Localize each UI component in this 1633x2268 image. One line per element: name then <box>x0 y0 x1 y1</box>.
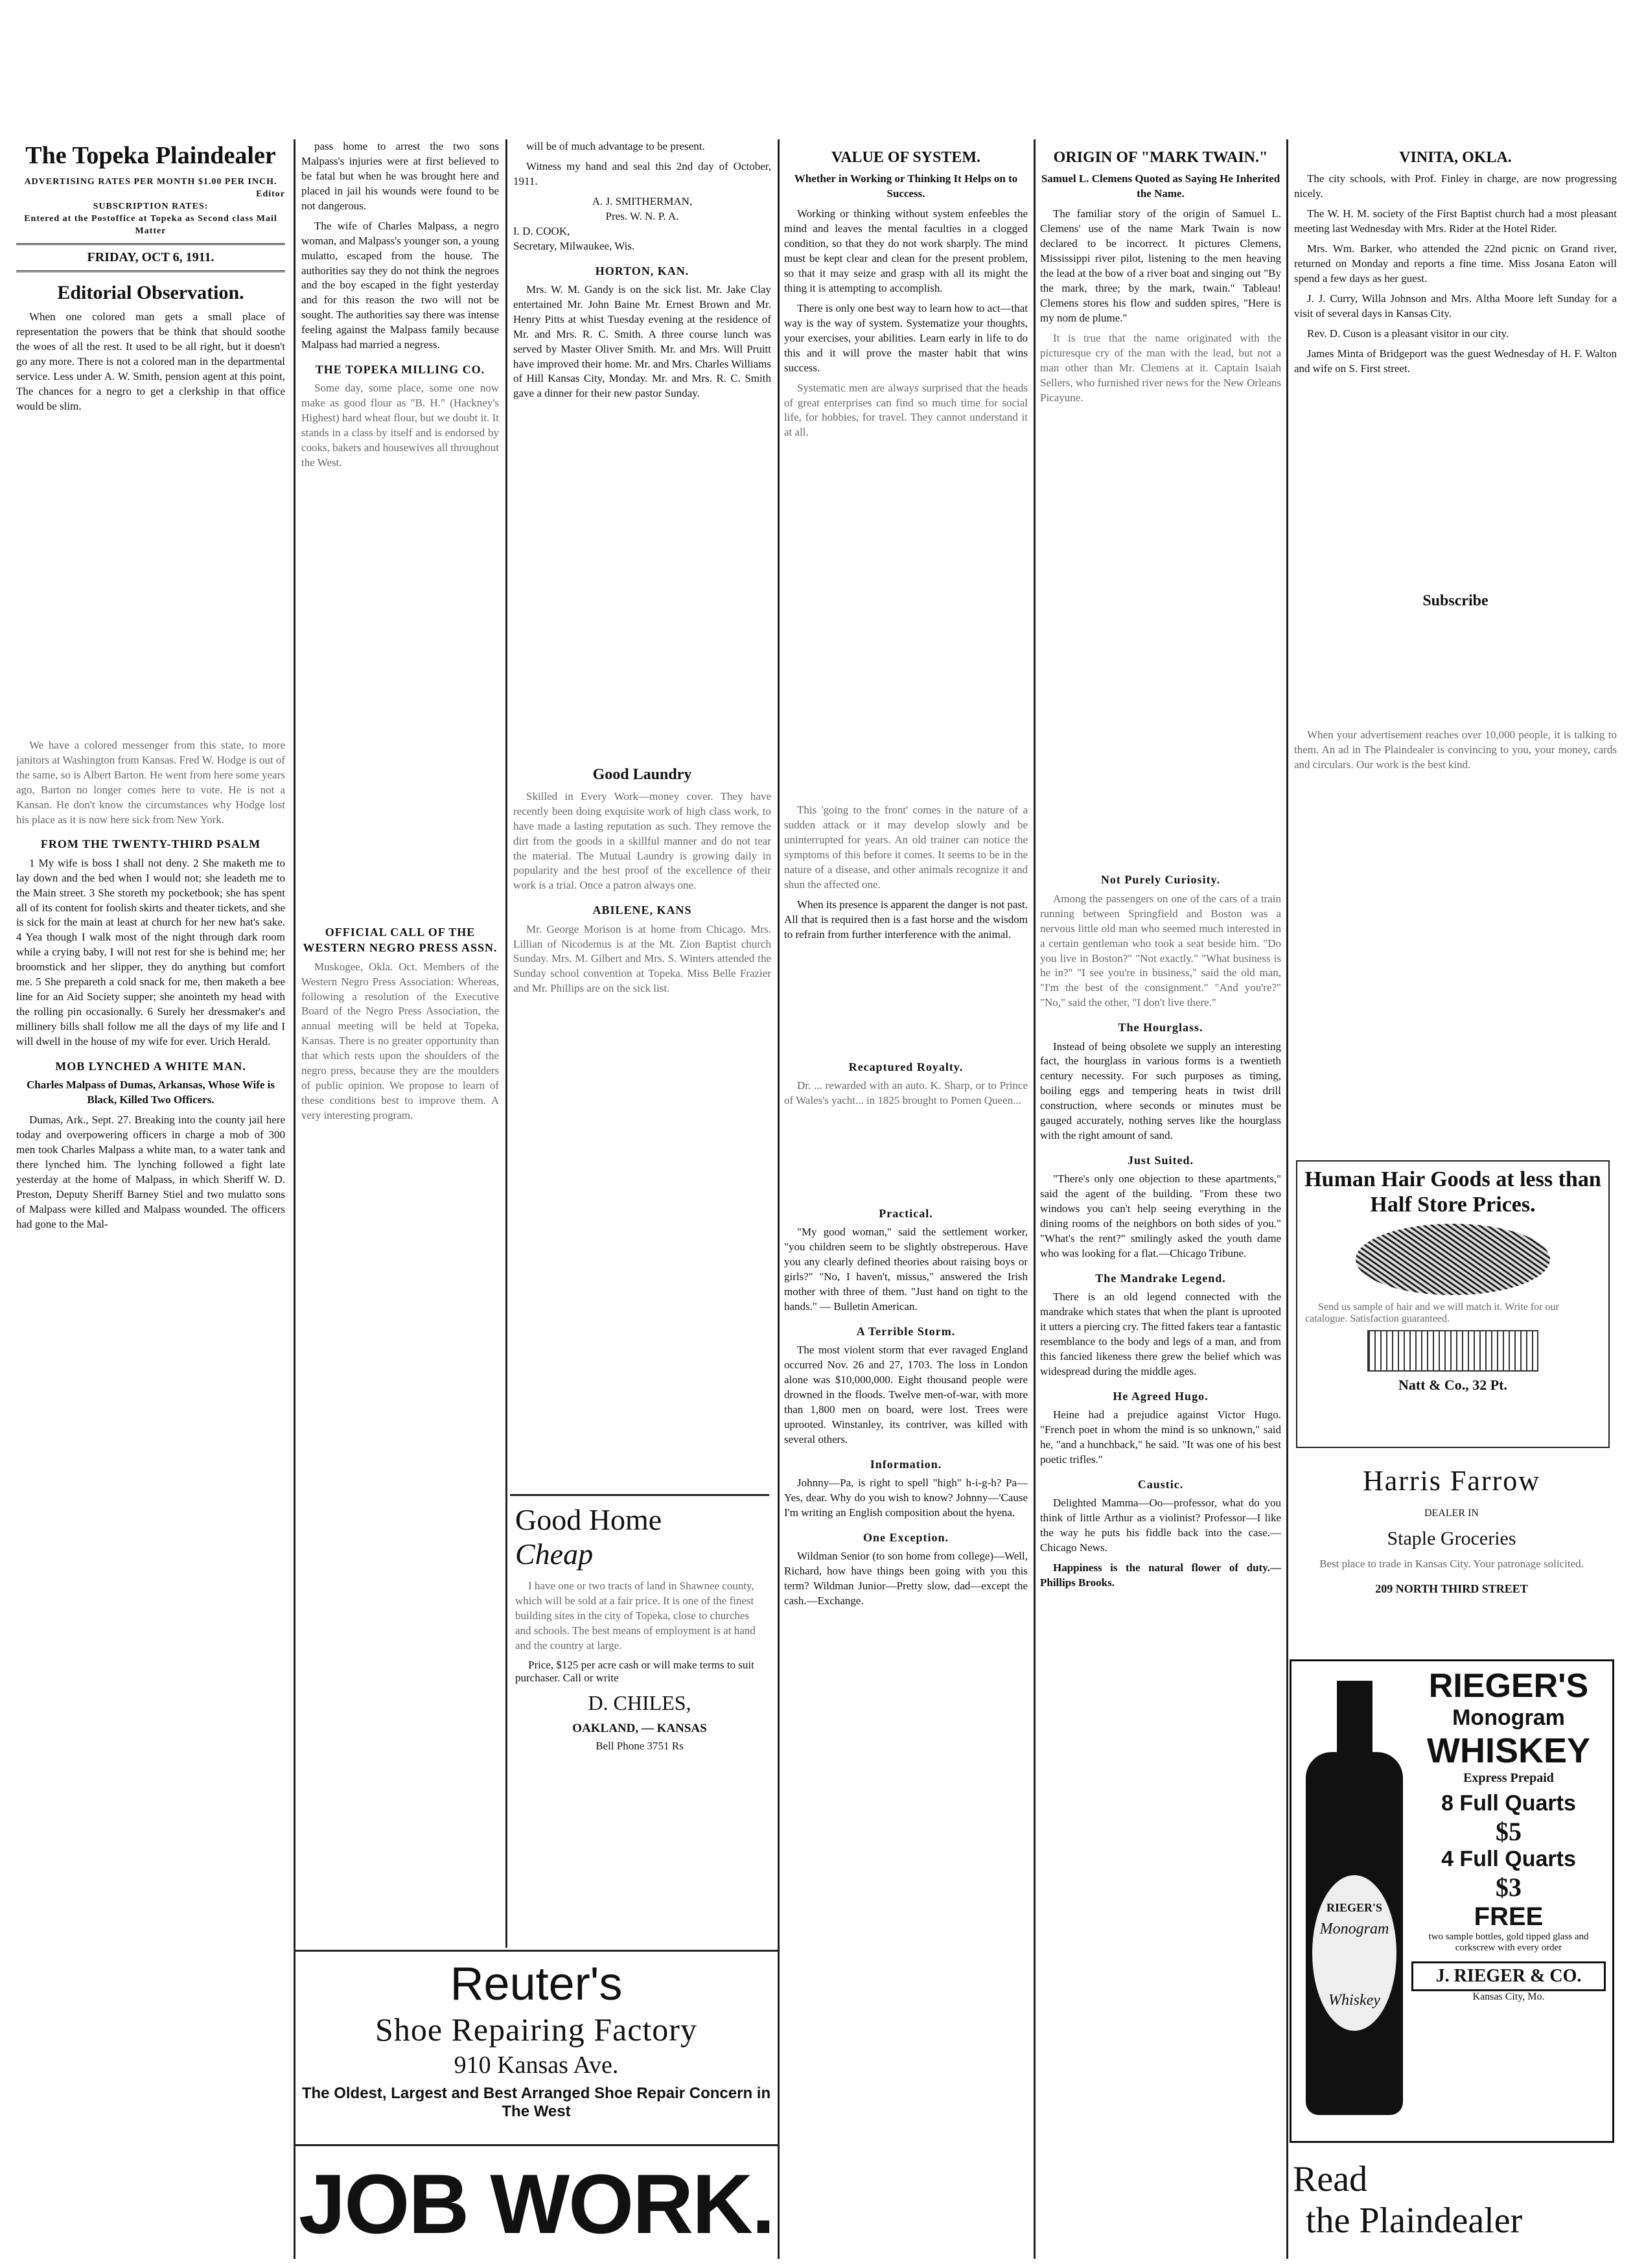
mob-text: Dumas, Ark., Sept. 27. Breaking into the county jail here today and overpowering officers in charge a mob of 300 men took Charles Malpass a white man, to a water tank and there lynched him. The lynching followed a fight late yesterday at the home of Malpass, in which Sheriff W. D. Preston, Deputy Sheriff Barney Stiel and two mulatto sons of Malpass were killed and Malpass wounded. The officers had gone to the Mal- <box>16 1114 285 1230</box>
reuter-address: 910 Kansas Ave. <box>454 2052 619 2079</box>
rieger-whiskey-ad <box>1290 1659 1614 2143</box>
reuter-title: Shoe Repairing Factory <box>375 2011 697 2048</box>
hugo-text: Heine had a prejudice against Victor Hugo. "French poet in whom the mind is so unknown," said he, "and a hunchback," he said. "It was one of his best poetic trifles." <box>1040 1409 1281 1466</box>
article-paragraph: James Minta of Bridgeport was the guest Wednesday of H. F. Walton and wife on S. First street. <box>1294 347 1617 375</box>
rieger-free-text: two sample bottles, gold tipped glass and corkscrew with every order <box>1428 1932 1589 1953</box>
bottle-neck <box>1337 1681 1372 1765</box>
ad-rule <box>295 2144 778 2146</box>
column-rule <box>1286 139 1288 2259</box>
subscribe-text: When your advertisement reaches over 10,000 people, it is talking to them. An ad in The Plaindealer is convincing to you, your money, cards and circulars. Our work is the best kind. <box>1294 729 1617 771</box>
rieger-8-price: $5 <box>1496 1817 1522 1846</box>
harris-goods: Staple Groceries <box>1387 1527 1516 1549</box>
bottle-label-1: RIEGER'S <box>1326 1901 1383 1914</box>
rieger-4-price: $3 <box>1496 1873 1522 1902</box>
masthead-title: The Topeka Plaindealer <box>25 142 276 169</box>
hourglass-text: Instead of being obsolete we supply an interesting fact, the hourglass in various forms is a twentieth century necessity. For such purposes as timing, boiling eggs and tempering heats in twist drill construction, where seconds or minutes must be gauged accurately, nothing serves like the hourglass with the right amount of sand. <box>1040 1040 1281 1142</box>
caustic-heading: Caustic. <box>1137 1478 1184 1491</box>
advertising-rates: ADVERTISING RATES PER MONTH $1.00 PER INCH. <box>24 177 277 187</box>
hair-box-image <box>1367 1330 1538 1372</box>
milling-text: Some day, some place, some one now make as good flour as "B. H." (Hackney's Highest) hard wheat flour, but we doubt it. It stands in a class by itself and is endorsed by cooks, bakers and housewives all throughout the West. <box>301 382 499 469</box>
rieger-8-quarts: 8 Full Quarts <box>1441 1791 1576 1816</box>
article-paragraph: There is only one best way to learn how to act—that way is the way of system. Systematize your thoughts, your exercises, your abilities. Learn early in life to do this and it will prove the master habit that wins success. <box>784 301 1028 374</box>
subscription-heading: SUBSCRIPTION RATES: <box>93 202 209 212</box>
read-plaindealer-ad <box>1293 2158 1614 2262</box>
signature-name: A. J. SMITHERMAN, <box>592 194 693 207</box>
ad-rule <box>295 1950 778 1952</box>
ad-price: Price, $125 per acre cash or will make terms to suit purchaser. Call or write <box>515 1658 754 1684</box>
exception-heading: One Exception. <box>863 1530 949 1544</box>
storm-text: The most violent storm that ever ravaged England occurred Nov. 26 and 27, 1703. The loss in London alone was $10,000,000. Eight thousand people were drowned in the floods. Twelve men-of-war, with more than 1,800 men on board, were lost. Trees were uprooted. Winstanley, its contriver, was killed with several others. <box>784 1344 1028 1445</box>
hair-ad-body: Send us sample of hair and we will match it. Write for our catalogue. Satisfaction guaranteed. <box>1305 1302 1559 1325</box>
article-paragraph: Working or thinking without system enfeebles the mind and leaves the mental faculties in a clogged condition, so that they do not work sharply. The mind must be kept clear and clean for the present problem, so that it may seize and grasp with all its might the thing it is attempting to accomplish. <box>784 207 1028 294</box>
suited-text: "There's only one objection to these apartments," said the agent of the building. "From these two windows you can't help seeing everything in the dining rooms of the neighbors on both sides of you." "What's the rent?" smilingly asked the youth dame who was looking for a flat.—Chicago Tribune. <box>1040 1173 1281 1260</box>
system-subheading: Whether in Working or Thinking It Helps on to Success. <box>794 172 1018 200</box>
hair-goods-ad <box>1296 1160 1610 1448</box>
press-call-text: Muskogee, Okla. Oct. Members of the Western Negro Press Association: Whereas, following a resolution of the Executive Board of the Negro Press Association, the annual meeting will be held at Topeka, Kansas. There is no greater opportunity than that which rests upon the shoulders of the negro press, because they are the moulders of public opinion. We propose to learn of these conditions best to improve them. A very interesting program. <box>301 960 499 1122</box>
column-rule <box>505 139 507 1948</box>
column-6 <box>1294 139 1617 1202</box>
article-paragraph: Mrs. Wm. Barker, who attended the 22nd picnic on Grand river, returned on Monday and reports a fine time. Miss Josana Eaton will spend a few days as her guest. <box>1294 242 1617 285</box>
article-paragraph: Systematic men are always surprised that the heads of great enterprises can find so much time for social life, for hobbies, for travel. They cannot understand it at all. <box>784 381 1028 439</box>
editorial-heading: Editorial Observation. <box>57 281 244 303</box>
article-paragraph: When its presence is apparent the danger is not past. All that is required then is a fast horse and the wisdom to refrain from further interference with the animal. <box>784 898 1028 941</box>
system-heading: VALUE OF SYSTEM. <box>831 149 981 166</box>
abilene-heading: ABILENE, KANS <box>592 904 692 917</box>
psalm-heading: FROM THE TWENTY-THIRD PSALM <box>40 837 261 851</box>
ad-name: D. CHILES, <box>588 1690 691 1714</box>
rieger-monogram: Monogram <box>1452 1705 1565 1730</box>
ad-city: OAKLAND, — KANSAS <box>572 1721 707 1735</box>
information-heading: Information. <box>870 1457 942 1471</box>
rieger-free: FREE <box>1474 1902 1544 1931</box>
psalm-text: 1 My wife is boss I shall not deny. 2 She maketh me to lay down and the bed when I would not; she leadeth me to the Main street. 3 She storeth my pocketbook; she has spent all of its content for foolish skirts and theater tickets, and she is sick for the main at least at church for her new hat's sake. 4 Yea though I walk most of the night through dark room while a crying baby, I will not rest for she is behind me; her broomstick and her slipper, they do anything but comfort me. 5 She prepareth a cold snack for me, then maketh a bee line for an Aid Society supper; she anointeth my head with the rolling pin occasionally. 6 Surely her dressmaker's and millinery bills shall follow me all the days of my life and I will dwell in the house of my wife for ever. Urich Herald. <box>16 856 285 1047</box>
laundry-heading: Good Laundry <box>592 766 692 784</box>
royalty-heading: Recaptured Royalty. <box>848 1060 964 1073</box>
hair-switch-image <box>1356 1224 1550 1295</box>
suited-heading: Just Suited. <box>1127 1154 1194 1167</box>
mandrake-text: There is an old legend connected with the mandrake which states that when the plant is uprooted it utters a piercing cry. The fitted fakers tear a fantastic resemblance to the body and legs of a man, and from this fancied likeness there grew the belief which was widespread during the middle ages. <box>1040 1291 1281 1378</box>
ad-phone: Bell Phone 3751 Rs <box>596 1739 684 1752</box>
read-paper: the Plaindealer <box>1306 2201 1523 2241</box>
vinita-heading: VINITA, OKLA. <box>1399 149 1512 166</box>
article-paragraph: J. J. Curry, Willa Johnson and Mrs. Altha Moore left Sunday for a visit of several days in Kansas City. <box>1294 292 1617 320</box>
rieger-city: Kansas City, Mo. <box>1472 1991 1545 2002</box>
reuter-tagline: The Oldest, Largest and Best Arranged Shoe Repair Concern in The West <box>301 2085 771 2120</box>
good-home-ad <box>510 1494 769 1947</box>
signature-title: Pres. W. N. P. A. <box>605 209 679 222</box>
abilene-text: Mr. George Morison is at home from Chicago. Mrs. Lillian of Nicodemus is at the Mt. Zion Baptist church Sunday. Mrs. M. Gilbert and Mrs. S. Winters attended the Sunday school convention at Topeka. Miss Belle Frazier and Mr. Phillips are on the sick list. <box>513 922 771 995</box>
article-paragraph: will be of much advantage to be present. <box>526 140 705 152</box>
column-4 <box>784 139 1028 2259</box>
article-paragraph: Witness my hand and seal this 2nd day of October, 1911. <box>513 159 771 187</box>
article-paragraph: The familiar story of the origin of Samuel L. Clemens' use of the name Mark Twain is now declared to be incorrect. It pictures Clemens, Mississippi river pilot, listening to the men heaving the lead at the bow of a river boat and singing out "By the mark, three; by the mark, twain." Tableau! Clemens stores his flow and sudden spires, "Here is my nom de plume." <box>1040 207 1281 324</box>
job-work-ad: JOB WORK. <box>298 2157 774 2251</box>
rieger-title: RIEGER'S <box>1428 1667 1589 1705</box>
harris-name: Harris Farrow <box>1362 1465 1541 1497</box>
bottle-label-2: Monogram <box>1319 1921 1389 1937</box>
exception-text: Wildman Senior (to son home from college)—Well, Richard, how have things been going with you this term? Wildman Junior—Pretty slow, dad—except the cash.—Exchange. <box>784 1550 1028 1607</box>
article-paragraph: The city schools, with Prof. Finley in charge, are now progressing nicely. <box>1294 172 1617 200</box>
royalty-text: Dr. ... rewarded with an auto. K. Sharp, or to Prince of Wales's yacht... in 1825 brought to Pomen Queen... <box>784 1079 1028 1106</box>
article-paragraph: The W. H. M. society of the First Baptist church had a most pleasant meeting last Wednesday with Mrs. Rider at the Hotel Rider. <box>1294 207 1617 235</box>
rieger-4-quarts: 4 Full Quarts <box>1441 1847 1576 1871</box>
read-word: Read <box>1293 2159 1368 2199</box>
practical-text: "My good woman," said the settlement worker, "you children seem to be slightly obstreperous. Have you any clearly defined theories about raising boys or girls?" "No, I haven't, missus," answered the Irish mother with three of them. "Just hand on tight to the hands." — Bulletin American. <box>784 1226 1028 1313</box>
article-paragraph: pass home to arrest the two sons Malpass's injuries were at first believed to be fatal but when he was brought here and placed in jail his wounds were found to be not dangerous. <box>301 140 499 212</box>
storm-heading: A Terrible Storm. <box>856 1324 956 1338</box>
signature-title: Secretary, Milwaukee, Wis. <box>513 239 635 252</box>
ad-body: I have one or two tracts of land in Shawnee county, which will be sold at a fair price. It is one of the finest building sites in the city of Topeka, close to churches and schools. The best means of employment is at hand and the country at large. <box>515 1580 756 1652</box>
editor-line: Editor <box>256 189 285 200</box>
ad-title-line1: Good Home <box>515 1503 662 1536</box>
rieger-prepaid: Express Prepaid <box>1463 1771 1554 1785</box>
bottle-label-3: Whiskey <box>1328 1992 1380 2009</box>
article-paragraph: When one colored man gets a small place of representation the powers that be think that should soothe the woes of all the rest. It used to be all right, but it doesn't go any more. There is not a colored man in the departmental service. Less under A. W. Smith, pension agent at this point, The chances for a negro to get a clerkship in that office would be slim. <box>16 310 285 412</box>
article-paragraph: We have a colored messenger from this state, to more janitors at Washington from Kansas. Fred W. Hodge is out of the same, so is Albert Barton. He went from here some years ago, Barton no longer comes here to vote. He is not a Kansan. He don't know the circumstances why Hodge lost his place as it is now here sick from New York. <box>16 738 285 826</box>
column-rule <box>778 139 780 2259</box>
article-paragraph: Rev. D. Cuson is a pleasant visitor in our city. <box>1307 327 1509 340</box>
press-call-heading: OFFICIAL CALL OF THE WESTERN NEGRO PRESS ASSN. <box>303 926 498 955</box>
mob-heading: MOB LYNCHED A WHITE MAN. <box>55 1059 246 1073</box>
harris-dealer: DEALER IN <box>1424 1508 1479 1519</box>
twain-subheading: Samuel L. Clemens Quoted as Saying He Inherited the Name. <box>1041 172 1280 200</box>
harris-farrow-ad <box>1296 1455 1607 1650</box>
information-text: Johnny—Pa, is right to spell "high" h-i-g-h? Pa—Yes, dear. Why do you wish to know? Johnny—'Cause I'm writing an English composition about the hyena. <box>784 1477 1028 1519</box>
article-paragraph: The wife of Charles Malpass, a negro woman, and Malpass's younger son, a young mulatto, escaped from the house. The authorities say they do not think the negroes and the boy escaped in the fight yesterday and for this reason the two will not be sought. The authorities say there was intense feeling against the Malpass family because Malpass had married a negress. <box>301 219 499 351</box>
mandrake-heading: The Mandrake Legend. <box>1095 1272 1226 1285</box>
practical-heading: Practical. <box>879 1206 933 1220</box>
hair-ad-firm: Natt & Co., 32 Pt. <box>1398 1377 1508 1394</box>
reuter-name: Reuter's <box>450 1958 623 2010</box>
hourglass-heading: The Hourglass. <box>1118 1021 1203 1035</box>
rieger-firm: J. RIEGER & CO. <box>1411 1961 1606 1991</box>
column-rule <box>1034 139 1036 2259</box>
signature-name: I. D. COOK, <box>513 224 570 237</box>
milling-heading: THE TOPEKA MILLING CO. <box>315 363 485 377</box>
article-paragraph: It is true that the name originated with the picturesque cry of the man with the lead, but not a man other than Mr. Clemens at it. Captain Isaiah Sellers, who furnished river news for the New Orleans Picayune. <box>1040 331 1281 404</box>
rieger-ad-text <box>1411 1666 1606 2003</box>
rieger-whiskey: WHISKEY <box>1426 1731 1591 1770</box>
column-rule <box>294 139 295 2259</box>
entered-notice: Entered at the Postoffice at Topeka as Second class Mail Matter <box>24 213 277 236</box>
laundry-text: Skilled in Every Work—money cover. They have recently been doing exquisite work of high class work, to have made a lasting reputation as such. They remove the dirt from the goods in a skillful manner and do not tear the material. The Mutual Laundry is growing daily in popularity and the best proof of the excellence of their work is a trial. Once a patron always one. <box>513 789 771 892</box>
harris-body: Best place to trade in Kansas City. Your patronage solicited. <box>1319 1558 1584 1571</box>
hugo-heading: He Agreed Hugo. <box>1113 1389 1209 1403</box>
curiosity-heading: Not Purely Curiosity. <box>1100 873 1221 887</box>
caustic-text: Delighted Mamma—Oo—professor, what do you think of little Arthur as a violinist? Professor—I like the way he puts his fiddle back into the case.—Chicago News. <box>1040 1497 1281 1554</box>
dateline: FRIDAY, OCT 6, 1911. <box>16 243 285 272</box>
reuter-shoe-ad <box>298 1958 774 2142</box>
happiness-quote: Happiness is the natural flower of duty.—Phillips Brooks. <box>1040 1561 1281 1589</box>
harris-address: 209 NORTH THIRD STREET <box>1375 1582 1528 1596</box>
article-paragraph: This 'going to the front' comes in the nature of a sudden attack or it may develop slowly and be uninterrupted for years. An old trainer can notice the symptoms of this before it comes. It seems to be in the nature of a disease, and other animals recognize it and shun the affected one. <box>784 804 1028 891</box>
column-2 <box>301 139 499 1941</box>
curiosity-text: Among the passengers on one of the cars of a train running between Springfield and Boston was a nervous little old man who seemed much interested in a certain gentleman who took a seat beside him. "Do you live in Boston?" "Not exactly." "What business is he in?" "I see you're in business," said the old man, "I'm the best of the consignment." "And you're?" "No," said the other, "I don't live there." <box>1040 892 1281 1009</box>
column-5 <box>1040 139 1281 2259</box>
subscribe-heading: Subscribe <box>1422 592 1488 609</box>
horton-heading: HORTON, KAN. <box>595 264 689 277</box>
mob-subheading: Charles Malpass of Dumas, Arkansas, Whose Wife is Black, Killed Two Officers. <box>26 1079 275 1106</box>
twain-heading: ORIGIN OF "MARK TWAIN." <box>1053 149 1268 166</box>
ad-title-line2: Cheap <box>515 1537 594 1571</box>
hair-ad-title: Human Hair Goods at less than Half Store Prices. <box>1304 1167 1601 1217</box>
column-1 <box>16 139 285 2265</box>
horton-text: Mrs. W. M. Gandy is on the sick list. Mr. Jake Clay entertained Mr. John Baine Mr. Ernest Brown and Mr. Henry Pitts at whist Tuesday evening at the residence of Mr. and Mrs. R. C. Smith. A three course lunch was served by Master Oliver Smith. Mr. and Mrs. Will Pruitt have improved their home. Mr. and Mrs. Charles Williams of Hill Kansas City, Monday. Mr. and Mrs. R. C. Smith gave a dinner for their new pastor Sunday. <box>513 283 771 400</box>
